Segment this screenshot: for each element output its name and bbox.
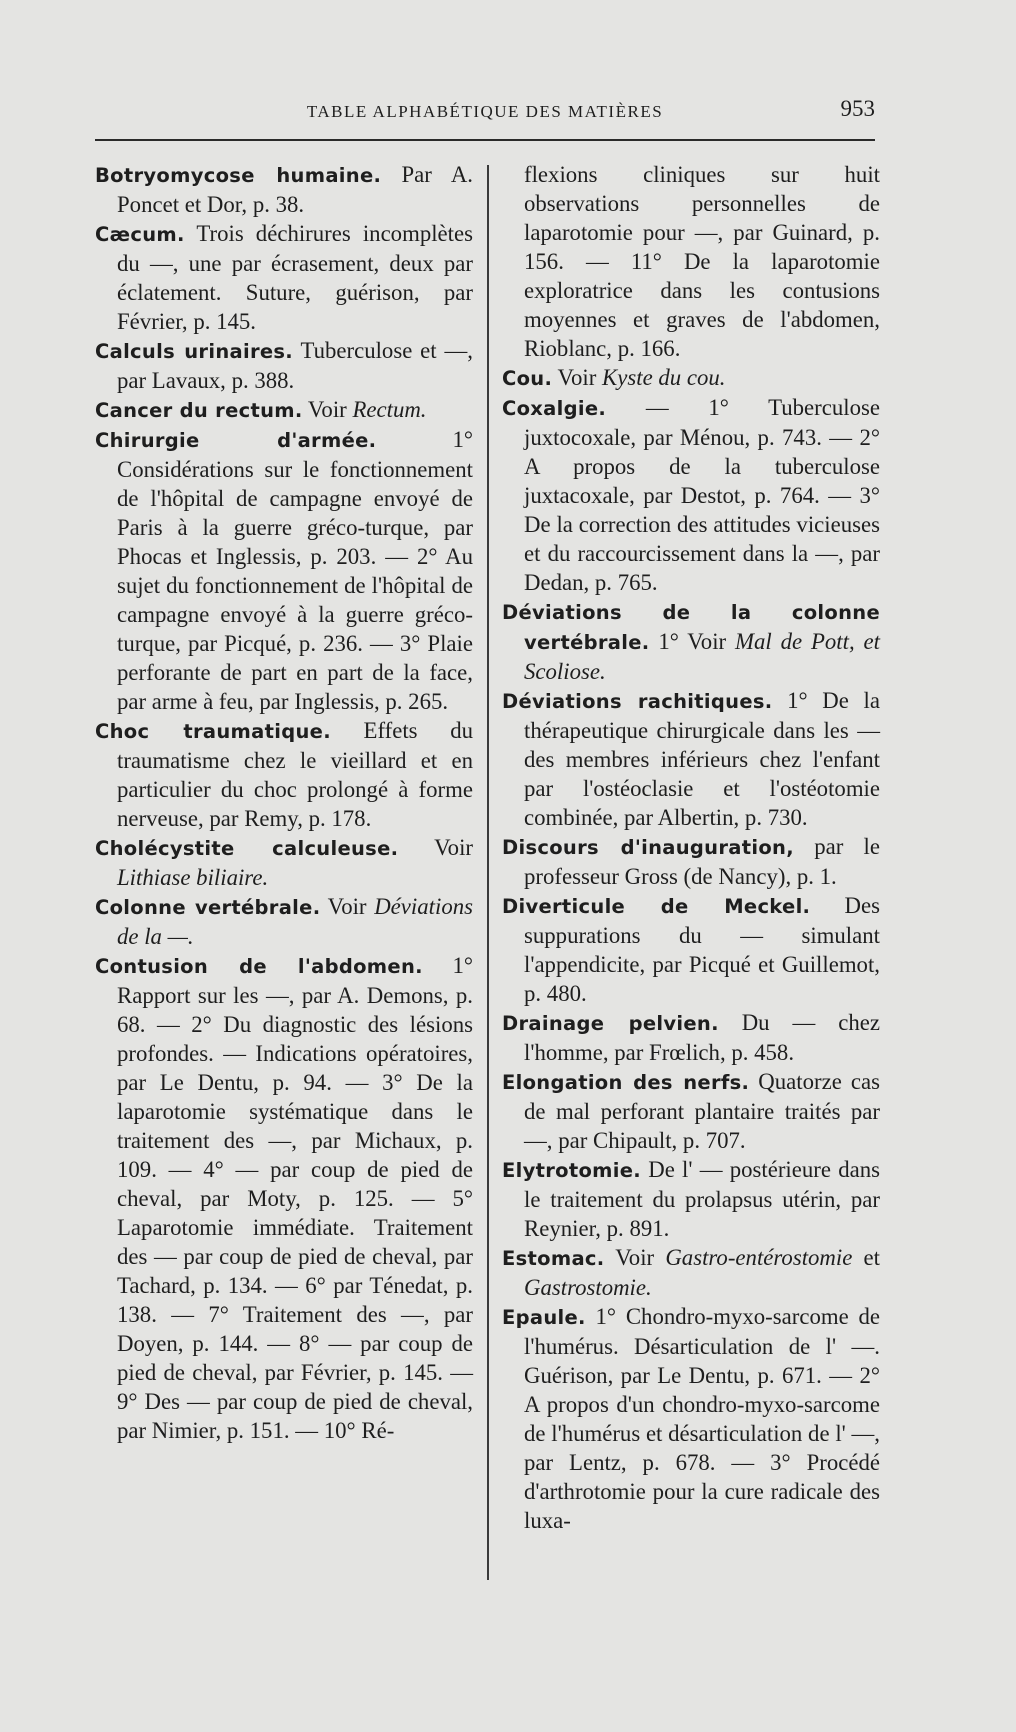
entry-heading: Estomac. (502, 1247, 605, 1270)
index-entry (502, 393, 880, 597)
entry-heading: Epaule. (502, 1306, 586, 1329)
running-title: TABLE ALPHABÉTIQUE DES MATIÈRES (306, 102, 664, 121)
page-number: 953 (840, 96, 875, 121)
entry-heading: Chirurgie d'armée. (95, 429, 377, 452)
entry-reference: Déviations de la —. (117, 894, 473, 949)
entry-heading: Déviations rachitiques. (502, 690, 773, 713)
index-entry-continuation (502, 160, 880, 363)
entry-text: Voir (320, 894, 375, 919)
entry-reference: Lithiase biliaire. (117, 865, 269, 890)
index-entry (502, 1155, 880, 1243)
entry-heading: Drainage pelvien. (502, 1012, 719, 1035)
entry-heading: Cancer du rectum. (95, 399, 303, 422)
index-entry (95, 716, 473, 833)
entry-text: Voir (302, 397, 353, 422)
entry-heading: Colonne vertébrale. (95, 896, 321, 919)
right-column (502, 160, 880, 1535)
index-entry (95, 219, 473, 336)
entry-text: Trois déchirures incomplètes du —, une par écrasement, deux par éclatement. Suture, guérison, par Février, p. 145. (117, 221, 473, 334)
entry-heading: Discours d'inauguration, (502, 836, 794, 859)
entry-heading: Choc traumatique. (95, 720, 331, 743)
index-entry (502, 1008, 880, 1067)
entry-text: Des suppurations du — simulant l'appendicite, par Picqué et Guillemot, p. 480. (524, 893, 881, 1006)
entry-text: et (852, 1245, 880, 1270)
left-column (95, 160, 473, 1445)
entry-heading: Cholécystite calculeuse. (95, 837, 399, 860)
index-entry (502, 363, 880, 393)
entry-text: Voir (398, 835, 473, 860)
index-entry (502, 1067, 880, 1155)
entry-text: 1° Rapport sur les —, par A. Demons, p. 68. — 2° Du diagnostic des lésions profondes. — Indications opératoires, par Le Dentu, p. 94. — 3° De la laparotomie systématique dans le traitement des —, par Michaux, p. 109. — 4° — par coup de pied de cheval, par Moty, p. 125. — 5° Laparotomie immédiate. Traitement des — par coup de pied de cheval, par Tachard, p. 134. — 6° par Ténedat, p. 138. — 7° Traitement des —, par Doyen, p. 144. — 8° — par coup de pied de cheval, par Février, p. 145. — 9° Des — par coup de pied de cheval, par Nimier, p. 151. — 10° Ré- (117, 953, 473, 1443)
index-entry (95, 833, 473, 892)
column-divider (487, 165, 489, 1580)
index-entry (502, 891, 880, 1008)
entry-text: 1° Chondro-myxo-sarcome de l'humérus. Désarticulation de l' —. Guérison, par Le Dentu, p. 671. — 2° A propos d'un chondro-myxo-sarcome de l'humérus et désarticulation de l' —, par Lentz, p. 678. — 3° Procédé d'arthrotomie pour la cure radicale des luxa- (524, 1304, 880, 1533)
entry-heading: Diverticule de Meckel. (502, 895, 811, 918)
index-entry (502, 832, 880, 891)
page-header (95, 88, 875, 128)
entry-reference: Rectum. (352, 397, 427, 422)
entry-text: Du — chez l'homme, par Frœlich, p. 458. (524, 1010, 880, 1065)
entry-text: Tuberculose et —, par Lavaux, p. 388. (117, 338, 473, 393)
entry-reference: Gastrostomie. (524, 1275, 652, 1300)
entry-heading: Déviations de la colonne vertébrale. (502, 601, 880, 654)
index-entry (95, 336, 473, 395)
entry-heading: Elytrotomie. (502, 1159, 642, 1182)
entry-text: 1° Considérations sur le fonctionnement de l'hôpital de campagne envoyé de Paris à la guerre gréco-turque, par Phocas et Inglessis, p. 203. — 2° Au sujet du fonctionnement de l'hôpital de campagne envoyé à la guerre gréco-turque, par Picqué, p. 236. — 3° Plaie perforante de part en part de la face, par arme à feu, par Inglessis, p. 265. (117, 427, 473, 714)
entry-heading: Botryomycose humaine. (95, 164, 382, 187)
entry-reference: Gastro-entérostomie (665, 1245, 853, 1270)
index-entry (95, 395, 473, 425)
entry-heading: Coxalgie. (502, 397, 607, 420)
entry-text: — 1° Tuberculose juxtocoxale, par Ménou, p. 743. — 2° A propos de la tuberculose juxtacoxale, par Destot, p. 764. — 3° De la correction des attitudes vicieuses et du raccourcissement dans la —, par Dedan, p. 765. (524, 395, 880, 595)
entry-heading: Contusion de l'abdomen. (95, 955, 423, 978)
entry-text: 1° De la thérapeutique chirurgicale dans les — des membres inférieurs chez l'enfant par l'ostéoclasie et l'ostéotomie combinée, par Albertin, p. 730. (524, 688, 880, 830)
entry-text: Effets du traumatisme chez le vieillard et en particulier du choc prolongé à forme nerveuse, par Remy, p. 178. (117, 718, 473, 831)
entry-text: Quatorze cas de mal perforant plantaire traités par —, par Chipault, p. 707. (524, 1069, 880, 1153)
index-entry (95, 951, 473, 1445)
entry-text: 1° Voir (649, 629, 736, 654)
header-rule (95, 139, 875, 141)
entry-heading: Cæcum. (95, 223, 185, 246)
entry-text: De l' — postérieure dans le traitement du prolapsus utérin, par Reynier, p. 891. (524, 1157, 880, 1241)
entry-heading: Elongation des nerfs. (502, 1071, 750, 1094)
entry-text: Par A. Poncet et Dor, p. 38. (117, 162, 473, 217)
index-entry (502, 1302, 880, 1535)
entry-text: par le professeur Gross (de Nancy), p. 1. (524, 834, 881, 889)
index-entry (95, 160, 473, 219)
entry-text: Voir (604, 1245, 666, 1270)
index-entry (95, 892, 473, 951)
entry-heading: Cou. (502, 367, 553, 390)
index-entry (502, 686, 880, 832)
entry-reference: Mal de Pott, et Scoliose. (524, 629, 880, 684)
entry-text: Voir (552, 365, 603, 390)
entry-heading: Calculs urinaires. (95, 340, 293, 363)
index-entry (95, 425, 473, 716)
entry-text: flexions cliniques sur huit observations personnelles de laparotomie pour —, par Guinard, p. 156. — 11° De la laparotomie exploratrice dans les contusions moyennes et graves de l'abdomen, Rioblanc, p. 166. (524, 162, 880, 361)
entry-reference: Kyste du cou. (602, 365, 726, 390)
index-entry (502, 1243, 880, 1302)
index-entry (502, 597, 880, 686)
